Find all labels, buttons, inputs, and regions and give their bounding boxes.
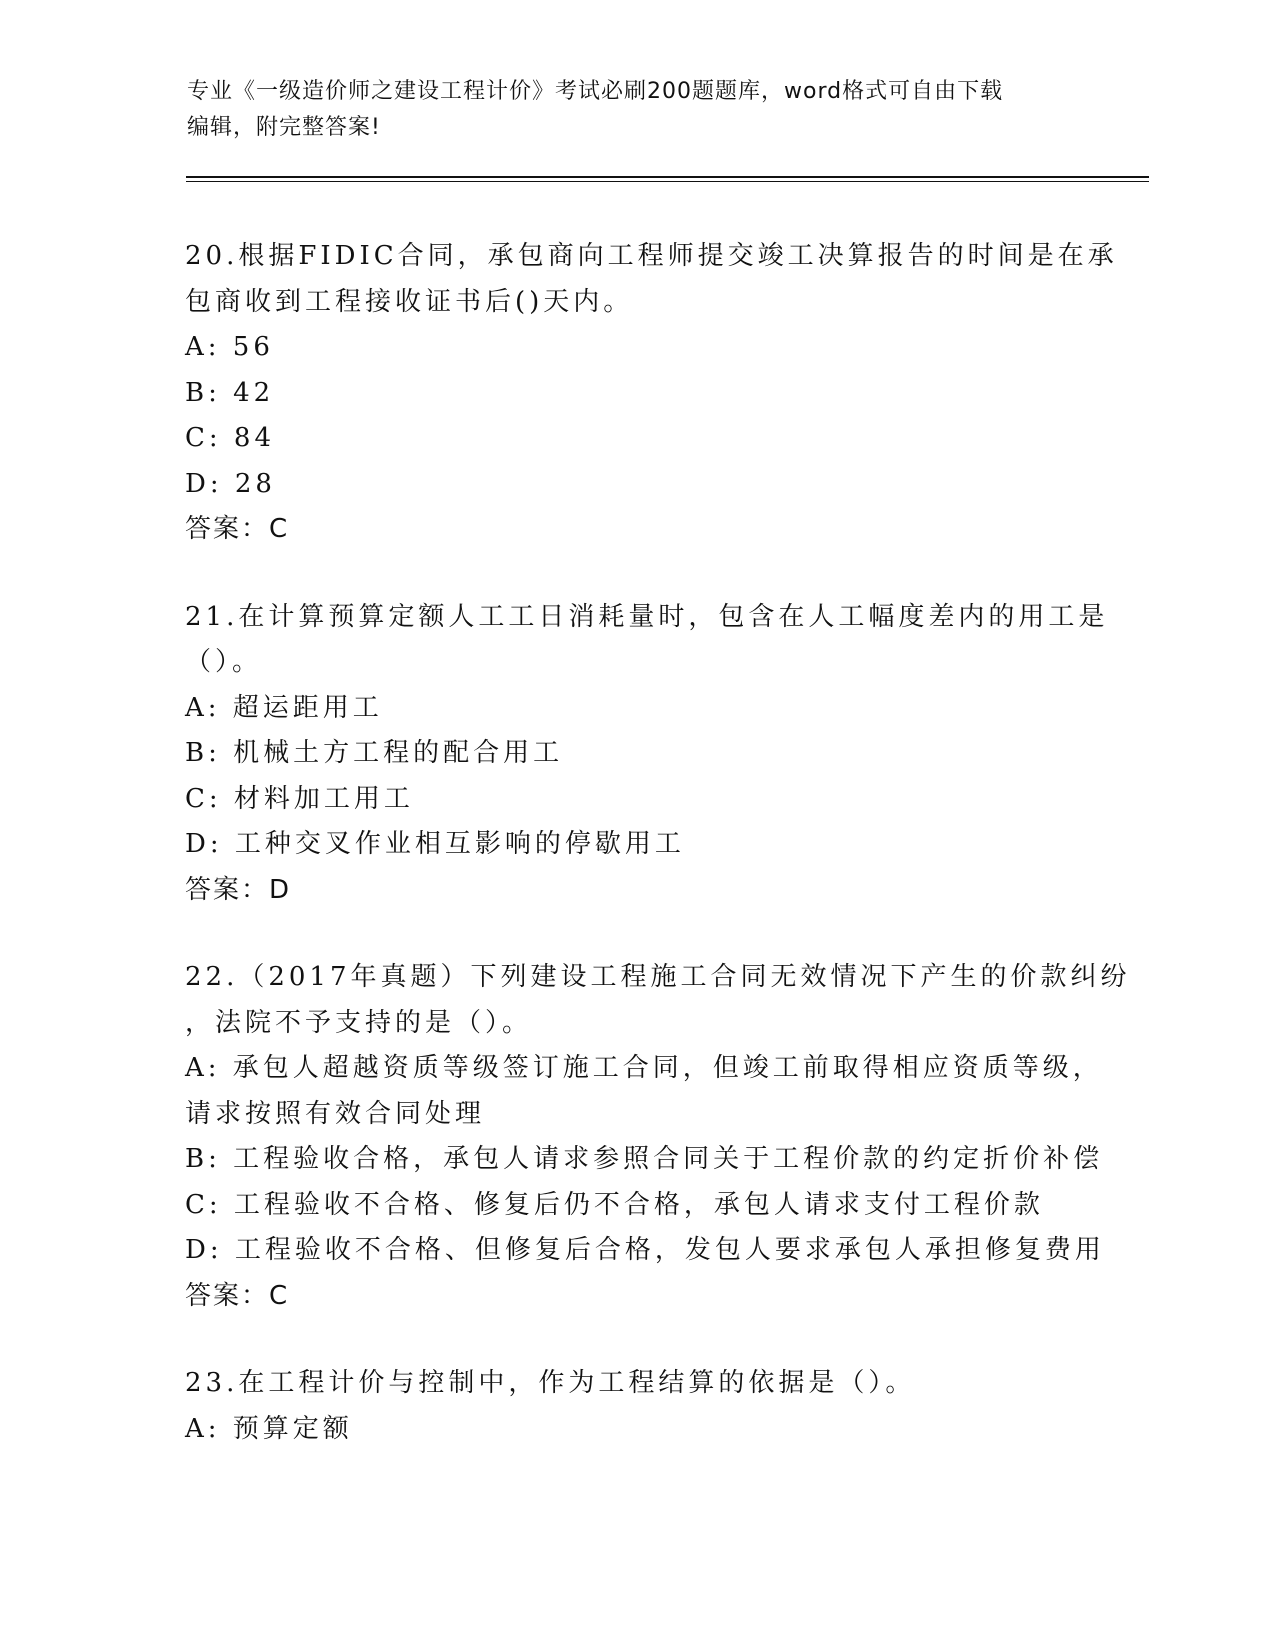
option-c: C: 材料加工用工 <box>185 783 414 814</box>
option-b: B: 工程验收合格，承包人请求参照合同关于工程价款的约定折价补偿 <box>185 1144 1104 1174</box>
document-header <box>187 74 1067 146</box>
option-a: A: 承包人超越资质等级签订施工合同，但竣工前取得相应资质等级， <box>185 1053 1103 1083</box>
option-d: D: 工种交叉作业相互影响的停歇用工 <box>185 829 685 859</box>
header-line: 专业《一级造价师之建设工程计价》考试必刷200题题库，word格式可自由下载 <box>187 79 1004 104</box>
header-line: 编辑，附完整答案! <box>187 115 381 140</box>
question-stem: （）。 <box>185 647 263 677</box>
question-list <box>185 234 1131 1494</box>
question-23 <box>185 1361 1085 1452</box>
option-b: B: 42 <box>185 377 275 408</box>
question-stem: 包商收到工程接收证书后()天内。 <box>185 286 634 317</box>
option-c: C: 工程验收不合格、修复后仍不合格，承包人请求支付工程价款 <box>185 1189 1044 1220</box>
question-22 <box>185 955 1131 1319</box>
question-21 <box>185 595 1109 914</box>
option-b: B: 机械土方工程的配合用工 <box>185 738 564 768</box>
answer-line: 答案：D <box>185 874 292 905</box>
question-stem: 21.在计算预算定额人工工日消耗量时，包含在人工幅度差内的用工是 <box>185 601 1109 632</box>
answer-line: 答案：C <box>185 1280 290 1311</box>
option-a-continued: 请求按照有效合同处理 <box>185 1098 486 1129</box>
option-a: A: 超运距用工 <box>185 692 383 723</box>
question-stem: 22.（2017年真题）下列建设工程施工合同无效情况下产生的价款纠纷 <box>185 962 1131 992</box>
answer-line: 答案：C <box>185 514 290 544</box>
option-d: D: 28 <box>185 468 276 499</box>
question-20 <box>185 234 1118 553</box>
header-rule-thin <box>186 181 1149 182</box>
option-d: D: 工程验收不合格、但修复后合格，发包人要求承包人承担修复费用 <box>185 1235 1105 1265</box>
question-stem: ，法院不予支持的是（）。 <box>185 1007 533 1038</box>
option-a: A: 56 <box>185 332 274 362</box>
option-c: C: 84 <box>185 423 276 453</box>
question-stem: 20.根据FIDIC合同，承包商向工程师提交竣工决算报告的时间是在承 <box>185 241 1118 271</box>
question-stem: 23.在工程计价与控制中，作为工程结算的依据是（）。 <box>185 1368 916 1398</box>
option-a: A: 预算定额 <box>185 1413 353 1444</box>
header-rule-thick <box>186 176 1149 178</box>
